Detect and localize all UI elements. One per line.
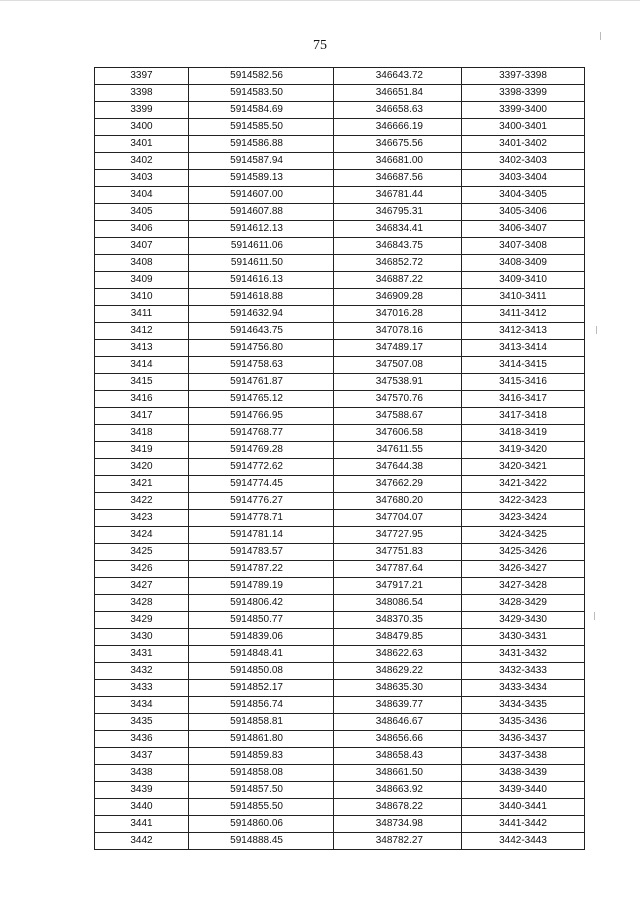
table-row [95, 476, 585, 493]
x-coordinate-cell: 5914761.87 [189, 374, 334, 391]
point-number-cell: 3440 [95, 799, 189, 816]
x-coordinate-cell: 5914858.81 [189, 714, 334, 731]
x-coordinate-cell: 5914774.45 [189, 476, 334, 493]
x-coordinate-cell: 5914776.27 [189, 493, 334, 510]
table-row [95, 102, 585, 119]
segment-cell: 3429-3430 [462, 612, 585, 629]
table-row [95, 170, 585, 187]
x-coordinate-cell: 5914766.95 [189, 408, 334, 425]
point-number-cell: 3421 [95, 476, 189, 493]
point-number-cell: 3415 [95, 374, 189, 391]
table-row [95, 680, 585, 697]
table-row [95, 493, 585, 510]
segment-cell: 3427-3428 [462, 578, 585, 595]
point-number-cell: 3407 [95, 238, 189, 255]
segment-cell: 3416-3417 [462, 391, 585, 408]
point-number-cell: 3402 [95, 153, 189, 170]
x-coordinate-cell: 5914806.42 [189, 595, 334, 612]
x-coordinate-cell: 5914768.77 [189, 425, 334, 442]
segment-cell: 3431-3432 [462, 646, 585, 663]
y-coordinate-cell: 347606.58 [334, 425, 462, 442]
point-number-cell: 3409 [95, 272, 189, 289]
y-coordinate-cell: 347016.28 [334, 306, 462, 323]
table-row [95, 697, 585, 714]
table-row [95, 731, 585, 748]
x-coordinate-cell: 5914850.77 [189, 612, 334, 629]
table-row [95, 255, 585, 272]
segment-cell: 3411-3412 [462, 306, 585, 323]
y-coordinate-cell: 348086.54 [334, 595, 462, 612]
segment-cell: 3441-3442 [462, 816, 585, 833]
point-number-cell: 3434 [95, 697, 189, 714]
x-coordinate-cell: 5914858.08 [189, 765, 334, 782]
segment-cell: 3413-3414 [462, 340, 585, 357]
x-coordinate-cell: 5914643.75 [189, 323, 334, 340]
point-number-cell: 3417 [95, 408, 189, 425]
table-row [95, 374, 585, 391]
segment-cell: 3409-3410 [462, 272, 585, 289]
x-coordinate-cell: 5914611.06 [189, 238, 334, 255]
y-coordinate-cell: 347662.29 [334, 476, 462, 493]
point-number-cell: 3413 [95, 340, 189, 357]
point-number-cell: 3397 [95, 68, 189, 85]
coordinates-table [94, 67, 585, 850]
x-coordinate-cell: 5914756.80 [189, 340, 334, 357]
table-row [95, 153, 585, 170]
segment-cell: 3402-3403 [462, 153, 585, 170]
table-row [95, 561, 585, 578]
x-coordinate-cell: 5914587.94 [189, 153, 334, 170]
point-number-cell: 3438 [95, 765, 189, 782]
y-coordinate-cell: 346781.44 [334, 187, 462, 204]
table-row [95, 340, 585, 357]
scan-speck [594, 612, 595, 620]
table-row [95, 595, 585, 612]
segment-cell: 3435-3436 [462, 714, 585, 731]
y-coordinate-cell: 347704.07 [334, 510, 462, 527]
segment-cell: 3412-3413 [462, 323, 585, 340]
table-row [95, 408, 585, 425]
y-coordinate-cell: 348678.22 [334, 799, 462, 816]
segment-cell: 3422-3423 [462, 493, 585, 510]
point-number-cell: 3431 [95, 646, 189, 663]
x-coordinate-cell: 5914852.17 [189, 680, 334, 697]
y-coordinate-cell: 348656.66 [334, 731, 462, 748]
table-row [95, 748, 585, 765]
y-coordinate-cell: 346687.56 [334, 170, 462, 187]
table-row [95, 85, 585, 102]
point-number-cell: 3427 [95, 578, 189, 595]
point-number-cell: 3418 [95, 425, 189, 442]
table-row [95, 425, 585, 442]
x-coordinate-cell: 5914607.00 [189, 187, 334, 204]
table-row [95, 221, 585, 238]
table-row [95, 816, 585, 833]
x-coordinate-cell: 5914765.12 [189, 391, 334, 408]
y-coordinate-cell: 346909.28 [334, 289, 462, 306]
segment-cell: 3407-3408 [462, 238, 585, 255]
y-coordinate-cell: 347489.17 [334, 340, 462, 357]
table-row [95, 714, 585, 731]
segment-cell: 3424-3425 [462, 527, 585, 544]
point-number-cell: 3439 [95, 782, 189, 799]
segment-cell: 3437-3438 [462, 748, 585, 765]
segment-cell: 3403-3404 [462, 170, 585, 187]
y-coordinate-cell: 346843.75 [334, 238, 462, 255]
x-coordinate-cell: 5914618.88 [189, 289, 334, 306]
y-coordinate-cell: 348782.27 [334, 833, 462, 850]
point-number-cell: 3428 [95, 595, 189, 612]
point-number-cell: 3405 [95, 204, 189, 221]
table-row [95, 357, 585, 374]
table-row [95, 527, 585, 544]
segment-cell: 3438-3439 [462, 765, 585, 782]
x-coordinate-cell: 5914769.28 [189, 442, 334, 459]
segment-cell: 3408-3409 [462, 255, 585, 272]
x-coordinate-cell: 5914855.50 [189, 799, 334, 816]
point-number-cell: 3420 [95, 459, 189, 476]
point-number-cell: 3442 [95, 833, 189, 850]
point-number-cell: 3406 [95, 221, 189, 238]
point-number-cell: 3398 [95, 85, 189, 102]
x-coordinate-cell: 5914781.14 [189, 527, 334, 544]
point-number-cell: 3430 [95, 629, 189, 646]
x-coordinate-cell: 5914848.41 [189, 646, 334, 663]
segment-cell: 3440-3441 [462, 799, 585, 816]
point-number-cell: 3425 [95, 544, 189, 561]
point-number-cell: 3403 [95, 170, 189, 187]
x-coordinate-cell: 5914772.62 [189, 459, 334, 476]
x-coordinate-cell: 5914839.06 [189, 629, 334, 646]
y-coordinate-cell: 346658.63 [334, 102, 462, 119]
x-coordinate-cell: 5914611.50 [189, 255, 334, 272]
x-coordinate-cell: 5914632.94 [189, 306, 334, 323]
table-row [95, 136, 585, 153]
y-coordinate-cell: 348658.43 [334, 748, 462, 765]
table-row [95, 782, 585, 799]
x-coordinate-cell: 5914861.80 [189, 731, 334, 748]
y-coordinate-cell: 348646.67 [334, 714, 462, 731]
table-row [95, 391, 585, 408]
table-row [95, 187, 585, 204]
point-number-cell: 3441 [95, 816, 189, 833]
segment-cell: 3415-3416 [462, 374, 585, 391]
y-coordinate-cell: 346675.56 [334, 136, 462, 153]
x-coordinate-cell: 5914783.57 [189, 544, 334, 561]
x-coordinate-cell: 5914616.13 [189, 272, 334, 289]
y-coordinate-cell: 346681.00 [334, 153, 462, 170]
table-row [95, 306, 585, 323]
segment-cell: 3432-3433 [462, 663, 585, 680]
table-row [95, 272, 585, 289]
y-coordinate-cell: 347611.55 [334, 442, 462, 459]
segment-cell: 3400-3401 [462, 119, 585, 136]
point-number-cell: 3404 [95, 187, 189, 204]
x-coordinate-cell: 5914584.69 [189, 102, 334, 119]
point-number-cell: 3414 [95, 357, 189, 374]
segment-cell: 3423-3424 [462, 510, 585, 527]
y-coordinate-cell: 347570.76 [334, 391, 462, 408]
point-number-cell: 3426 [95, 561, 189, 578]
x-coordinate-cell: 5914612.13 [189, 221, 334, 238]
x-coordinate-cell: 5914859.83 [189, 748, 334, 765]
x-coordinate-cell: 5914787.22 [189, 561, 334, 578]
segment-cell: 3430-3431 [462, 629, 585, 646]
point-number-cell: 3432 [95, 663, 189, 680]
y-coordinate-cell: 348635.30 [334, 680, 462, 697]
y-coordinate-cell: 347727.95 [334, 527, 462, 544]
y-coordinate-cell: 348639.77 [334, 697, 462, 714]
y-coordinate-cell: 346643.72 [334, 68, 462, 85]
y-coordinate-cell: 346795.31 [334, 204, 462, 221]
scan-speck [600, 32, 601, 40]
x-coordinate-cell: 5914589.13 [189, 170, 334, 187]
y-coordinate-cell: 348370.35 [334, 612, 462, 629]
segment-cell: 3439-3440 [462, 782, 585, 799]
x-coordinate-cell: 5914857.50 [189, 782, 334, 799]
segment-cell: 3442-3443 [462, 833, 585, 850]
y-coordinate-cell: 347917.21 [334, 578, 462, 595]
y-coordinate-cell: 347644.38 [334, 459, 462, 476]
segment-cell: 3398-3399 [462, 85, 585, 102]
y-coordinate-cell: 347680.20 [334, 493, 462, 510]
y-coordinate-cell: 348734.98 [334, 816, 462, 833]
y-coordinate-cell: 347787.64 [334, 561, 462, 578]
y-coordinate-cell: 348629.22 [334, 663, 462, 680]
y-coordinate-cell: 347538.91 [334, 374, 462, 391]
y-coordinate-cell: 348479.85 [334, 629, 462, 646]
point-number-cell: 3410 [95, 289, 189, 306]
x-coordinate-cell: 5914789.19 [189, 578, 334, 595]
x-coordinate-cell: 5914888.45 [189, 833, 334, 850]
y-coordinate-cell: 347588.67 [334, 408, 462, 425]
segment-cell: 3421-3422 [462, 476, 585, 493]
table-row [95, 204, 585, 221]
table-row [95, 578, 585, 595]
table-row [95, 238, 585, 255]
table-row [95, 510, 585, 527]
segment-cell: 3436-3437 [462, 731, 585, 748]
x-coordinate-cell: 5914856.74 [189, 697, 334, 714]
segment-cell: 3399-3400 [462, 102, 585, 119]
point-number-cell: 3423 [95, 510, 189, 527]
x-coordinate-cell: 5914582.56 [189, 68, 334, 85]
table-row [95, 629, 585, 646]
point-number-cell: 3419 [95, 442, 189, 459]
x-coordinate-cell: 5914778.71 [189, 510, 334, 527]
y-coordinate-cell: 347751.83 [334, 544, 462, 561]
segment-cell: 3410-3411 [462, 289, 585, 306]
point-number-cell: 3400 [95, 119, 189, 136]
y-coordinate-cell: 347078.16 [334, 323, 462, 340]
coordinates-table-body [95, 68, 585, 850]
segment-cell: 3419-3420 [462, 442, 585, 459]
y-coordinate-cell: 347507.08 [334, 357, 462, 374]
segment-cell: 3414-3415 [462, 357, 585, 374]
y-coordinate-cell: 348622.63 [334, 646, 462, 663]
y-coordinate-cell: 346834.41 [334, 221, 462, 238]
y-coordinate-cell: 346887.22 [334, 272, 462, 289]
segment-cell: 3428-3429 [462, 595, 585, 612]
point-number-cell: 3437 [95, 748, 189, 765]
segment-cell: 3417-3418 [462, 408, 585, 425]
table-row [95, 289, 585, 306]
x-coordinate-cell: 5914850.08 [189, 663, 334, 680]
table-row [95, 663, 585, 680]
table-row [95, 646, 585, 663]
segment-cell: 3406-3407 [462, 221, 585, 238]
table-row [95, 442, 585, 459]
table-row [95, 765, 585, 782]
y-coordinate-cell: 346666.19 [334, 119, 462, 136]
point-number-cell: 3408 [95, 255, 189, 272]
x-coordinate-cell: 5914758.63 [189, 357, 334, 374]
table-row [95, 833, 585, 850]
segment-cell: 3433-3434 [462, 680, 585, 697]
x-coordinate-cell: 5914607.88 [189, 204, 334, 221]
point-number-cell: 3399 [95, 102, 189, 119]
segment-cell: 3401-3402 [462, 136, 585, 153]
point-number-cell: 3416 [95, 391, 189, 408]
table-row [95, 119, 585, 136]
segment-cell: 3404-3405 [462, 187, 585, 204]
point-number-cell: 3422 [95, 493, 189, 510]
table-row [95, 68, 585, 85]
y-coordinate-cell: 346852.72 [334, 255, 462, 272]
table-row [95, 612, 585, 629]
table-row [95, 799, 585, 816]
segment-cell: 3397-3398 [462, 68, 585, 85]
scan-top-edge [0, 0, 640, 1]
scan-speck [596, 326, 597, 334]
x-coordinate-cell: 5914586.88 [189, 136, 334, 153]
segment-cell: 3418-3419 [462, 425, 585, 442]
y-coordinate-cell: 346651.84 [334, 85, 462, 102]
y-coordinate-cell: 348663.92 [334, 782, 462, 799]
segment-cell: 3425-3426 [462, 544, 585, 561]
point-number-cell: 3435 [95, 714, 189, 731]
point-number-cell: 3411 [95, 306, 189, 323]
segment-cell: 3420-3421 [462, 459, 585, 476]
table-row [95, 323, 585, 340]
x-coordinate-cell: 5914860.06 [189, 816, 334, 833]
point-number-cell: 3412 [95, 323, 189, 340]
point-number-cell: 3433 [95, 680, 189, 697]
segment-cell: 3405-3406 [462, 204, 585, 221]
table-row [95, 459, 585, 476]
page-number: 75 [313, 38, 327, 53]
x-coordinate-cell: 5914585.50 [189, 119, 334, 136]
segment-cell: 3434-3435 [462, 697, 585, 714]
segment-cell: 3426-3427 [462, 561, 585, 578]
point-number-cell: 3401 [95, 136, 189, 153]
x-coordinate-cell: 5914583.50 [189, 85, 334, 102]
point-number-cell: 3429 [95, 612, 189, 629]
point-number-cell: 3424 [95, 527, 189, 544]
table-row [95, 544, 585, 561]
y-coordinate-cell: 348661.50 [334, 765, 462, 782]
point-number-cell: 3436 [95, 731, 189, 748]
